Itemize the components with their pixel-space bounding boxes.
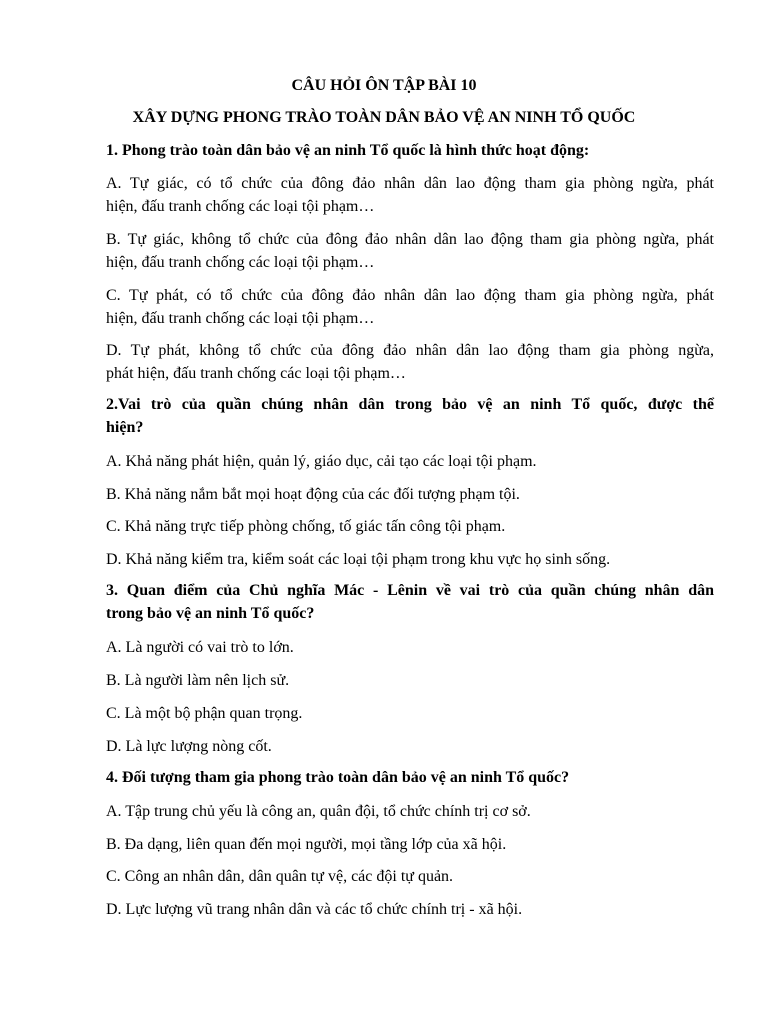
q3-option-a: A. Là người có vai trò to lớn.	[106, 639, 294, 656]
question-3-line2: trong bảo vệ an ninh Tổ quốc?	[106, 605, 315, 622]
q2-option-b: B. Khả năng nắm bắt mọi hoạt động của các đối tượng phạm tội.	[106, 486, 520, 503]
document-title: CÂU HỎI ÔN TẬP BÀI 10	[291, 77, 477, 94]
question-2-line2: hiện?	[106, 419, 144, 436]
q1-option-d-line2: phát hiện, đấu tranh chống các loại tội phạm…	[106, 365, 406, 382]
q4-option-c: C. Công an nhân dân, dân quân tự vệ, các đội tự quản.	[106, 868, 454, 885]
question-4: 4. Đối tượng tham gia phong trào toàn dân bảo vệ an ninh Tổ quốc?	[106, 769, 570, 786]
q1-option-b-line2: hiện, đấu tranh chống các loại tội phạm…	[106, 254, 375, 271]
document-subtitle: XÂY DỰNG PHONG TRÀO TOÀN DÂN BẢO VỆ AN NINH TỔ QUỐC	[132, 109, 636, 126]
q1-option-a-line2: hiện, đấu tranh chống các loại tội phạm…	[106, 198, 375, 215]
q1-option-c-line1: C. Tự phát, có tổ chức của đông đảo nhân dân lao động tham gia phòng ngừa, phát	[106, 287, 714, 304]
q3-option-c: C. Là một bộ phận quan trọng.	[106, 705, 303, 722]
q4-option-a: A. Tập trung chủ yếu là công an, quân đội, tổ chức chính trị cơ sở.	[106, 803, 531, 820]
q4-option-b: B. Đa dạng, liên quan đến mọi người, mọi tầng lớp của xã hội.	[106, 836, 507, 853]
q1-option-c-line2: hiện, đấu tranh chống các loại tội phạm…	[106, 310, 375, 327]
question-1: 1. Phong trào toàn dân bảo vệ an ninh Tổ quốc là hình thức hoạt động:	[106, 142, 590, 159]
q2-option-c: C. Khả năng trực tiếp phòng chống, tố giác tấn công tội phạm.	[106, 518, 506, 535]
q4-option-d: D. Lực lượng vũ trang nhân dân và các tổ chức chính trị - xã hội.	[106, 901, 523, 918]
q3-option-b: B. Là người làm nên lịch sử.	[106, 672, 290, 689]
question-2-line1: 2.Vai trò của quần chúng nhân dân trong bảo vệ an ninh Tổ quốc, được thể	[106, 396, 714, 413]
q3-option-d: D. Là lực lượng nòng cốt.	[106, 738, 272, 755]
q1-option-b-line1: B. Tự giác, không tổ chức của đông đảo nhân dân lao động tham gia phòng ngừa, phát	[106, 231, 714, 248]
question-3-line1: 3. Quan điểm của Chủ nghĩa Mác - Lênin về vai trò của quần chúng nhân dân	[106, 582, 714, 599]
q2-option-a: A. Khả năng phát hiện, quản lý, giáo dục, cải tạo các loại tội phạm.	[106, 453, 537, 470]
q1-option-d-line1: D. Tự phát, không tổ chức của đông đảo nhân dân lao động tham gia phòng ngừa,	[106, 342, 714, 359]
q1-option-a-line1: A. Tự giác, có tổ chức của đông đảo nhân dân lao động tham gia phòng ngừa, phát	[106, 175, 714, 192]
q2-option-d: D. Khả năng kiểm tra, kiểm soát các loại tội phạm trong khu vực họ sinh sống.	[106, 551, 611, 568]
